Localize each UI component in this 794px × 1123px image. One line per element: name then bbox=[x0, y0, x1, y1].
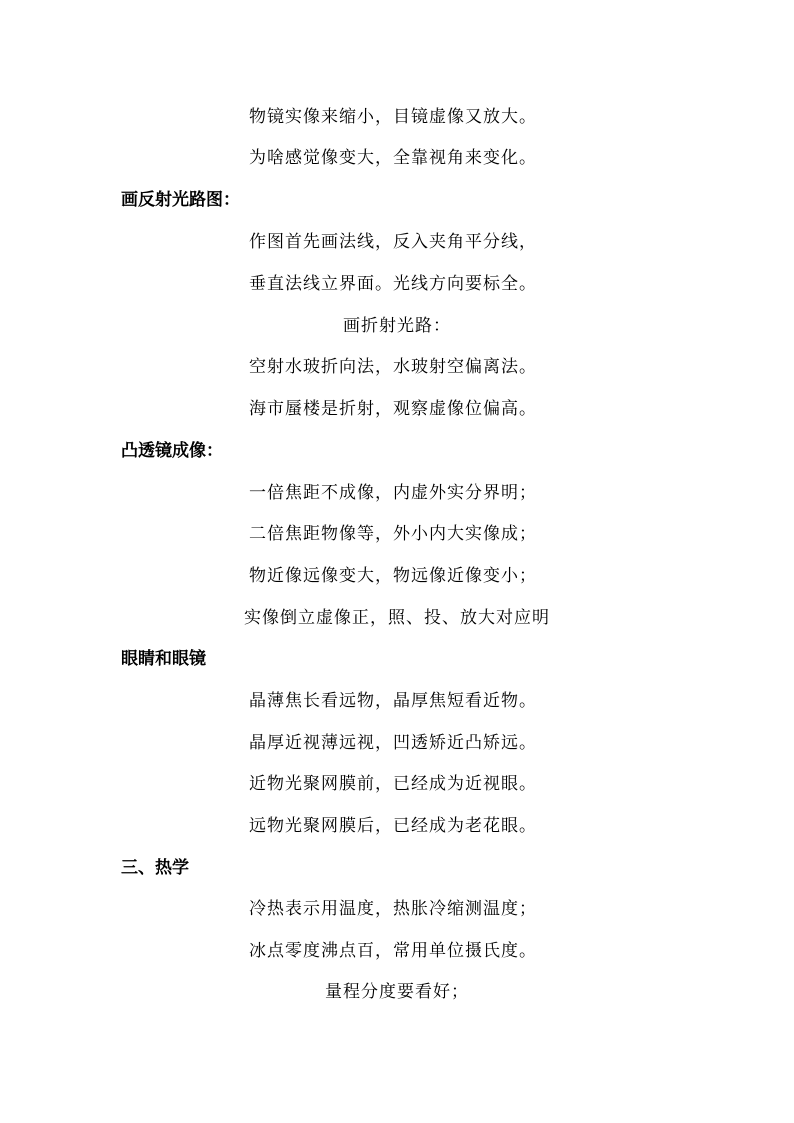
verse-line: 冰点零度沸点百，常用单位摄氏度。 bbox=[249, 941, 537, 961]
verse-line: 晶厚近视薄远视，凹透矫近凸矫远。 bbox=[249, 733, 537, 753]
verse-line: 物镜实像来缩小，目镜虚像又放大。 bbox=[249, 107, 537, 127]
section-heading: 凸透镜成像： bbox=[121, 441, 223, 461]
subsection-heading: 画折射光路： bbox=[343, 316, 451, 336]
verse-line: 冷热表示用温度，热胀冷缩测温度； bbox=[249, 899, 537, 919]
verse-line: 作图首先画法线，反入夹角平分线， bbox=[249, 232, 537, 252]
verse-line: 空射水玻折向法，水玻射空偏离法。 bbox=[249, 357, 537, 377]
verse-line: 近物光聚网膜前，已经成为近视眼。 bbox=[249, 774, 537, 794]
verse-line: 物近像远像变大，物远像近像变小； bbox=[249, 566, 537, 586]
verse-line-centered: 量程分度要看好； bbox=[325, 982, 469, 1002]
section-heading: 眼睛和眼镜 bbox=[121, 649, 206, 669]
verse-line: 一倍焦距不成像，内虚外实分界明； bbox=[249, 483, 537, 503]
verse-line: 为啥感觉像变大，全靠视角来变化。 bbox=[249, 148, 537, 168]
verse-line: 二倍焦距物像等，外小内大实像成； bbox=[249, 524, 537, 544]
section-heading: 三、热学 bbox=[121, 858, 189, 878]
section-heading: 画反射光路图： bbox=[121, 190, 240, 210]
verse-line-centered: 实像倒立虚像正，照、投、放大对应明 bbox=[244, 608, 550, 628]
verse-line: 远物光聚网膜后，已经成为老花眼。 bbox=[249, 816, 537, 836]
verse-line: 垂直法线立界面。光线方向要标全。 bbox=[249, 274, 537, 294]
verse-line: 海市蜃楼是折射，观察虚像位偏高。 bbox=[249, 399, 537, 419]
verse-line: 晶薄焦长看远物，晶厚焦短看近物。 bbox=[249, 691, 537, 711]
